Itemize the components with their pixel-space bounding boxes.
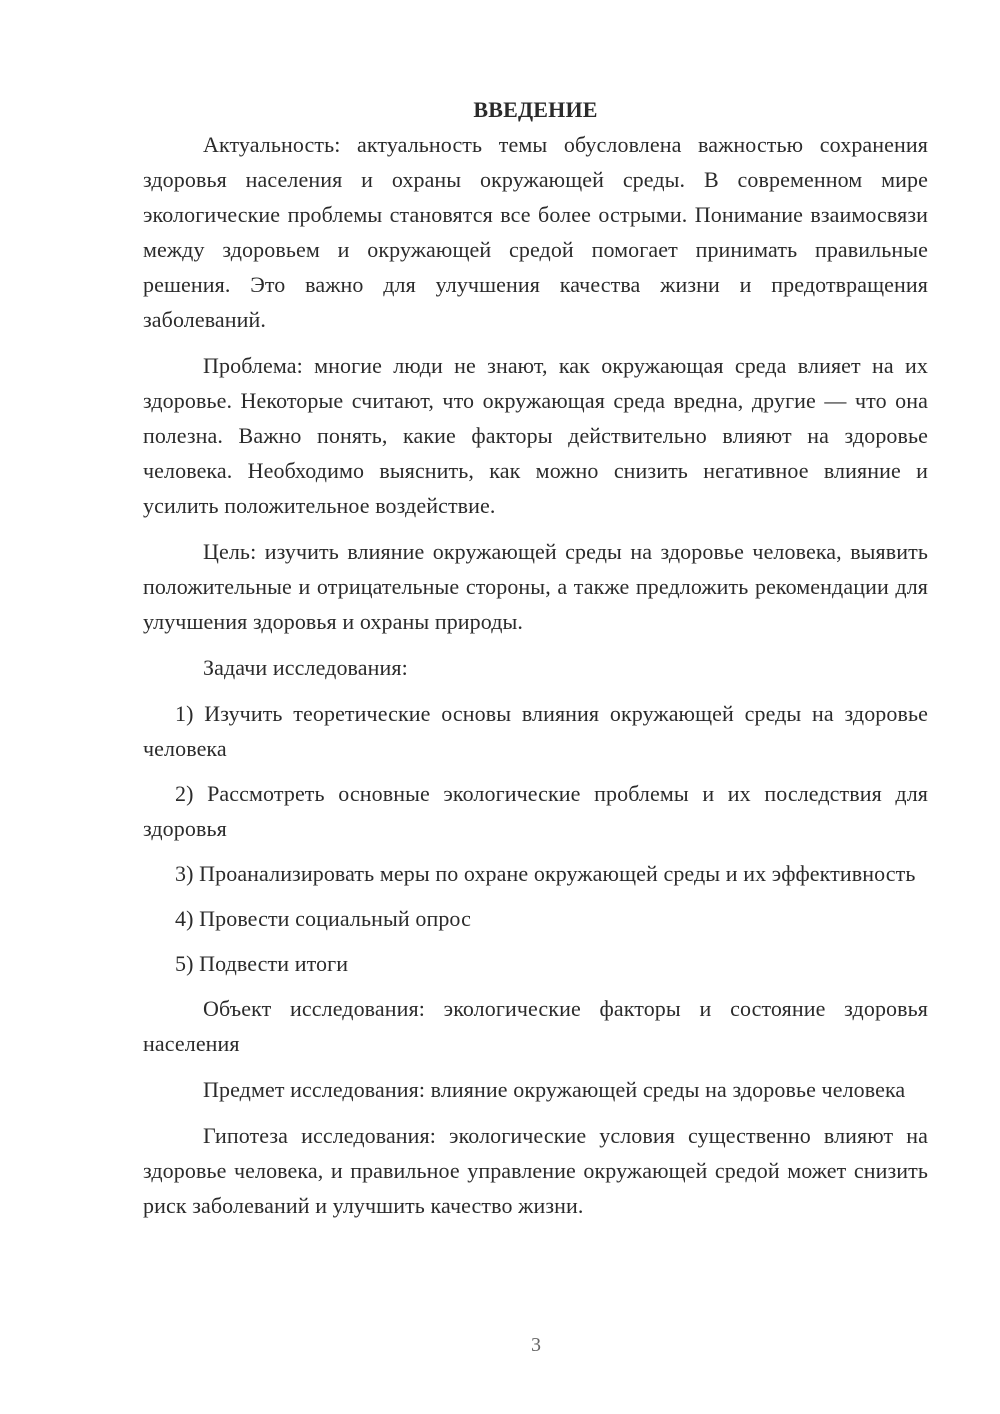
task-item: 4) Провести социальный опрос xyxy=(175,906,471,931)
section-title: ВВЕДЕНИЕ xyxy=(473,97,598,122)
tasks-heading: Задачи исследования: xyxy=(203,655,408,680)
task-item: 2) Рассмотреть основные экологические проблемы и их последствия для здоровья xyxy=(143,781,928,841)
task-item: 1) Изучить теоретические основы влияния окружающей среды на здоровье человека xyxy=(143,701,928,761)
hypothesis-paragraph: Гипотеза исследования: экологические условия существенно влияют на здоровье человека, и правильное управление окружающей средой может снизить риск заболеваний и улучшить качество жизни. xyxy=(143,1123,928,1218)
page-number: 3 xyxy=(531,1334,541,1356)
object-paragraph: Объект исследования: экологические факторы и состояние здоровья населения xyxy=(143,996,928,1056)
relevance-paragraph: Актуальность: актуальность темы обусловлена важностью сохранения здоровья населения и охраны окружающей среды. В современном мире экологические проблемы становятся все более острыми. Понимание взаимосвязи между здоровьем и окружающей средой помогает принимать правильные решения. Это важно для улучшения качества жизни и предотвращения заболеваний. xyxy=(143,132,928,332)
task-item: 5) Подвести итоги xyxy=(175,951,349,976)
task-item: 3) Проанализировать меры по охране окружающей среды и их эффективность xyxy=(175,861,916,886)
subject-paragraph: Предмет исследования: влияние окружающей среды на здоровье человека xyxy=(203,1077,906,1102)
goal-paragraph: Цель: изучить влияние окружающей среды на здоровье человека, выявить положительные и отрицательные стороны, а также предложить рекомендации для улучшения здоровья и охраны природы. xyxy=(143,539,928,634)
page-content xyxy=(143,92,928,1234)
problem-paragraph: Проблема: многие люди не знают, как окружающая среда влияет на их здоровье. Некоторые считают, что окружающая среда вредна, другие — что она полезна. Важно понять, какие факторы действительно влияют на здоровье человека. Необходимо выяснить, как можно снизить негативное влияние и усилить положительное воздействие. xyxy=(143,353,928,518)
